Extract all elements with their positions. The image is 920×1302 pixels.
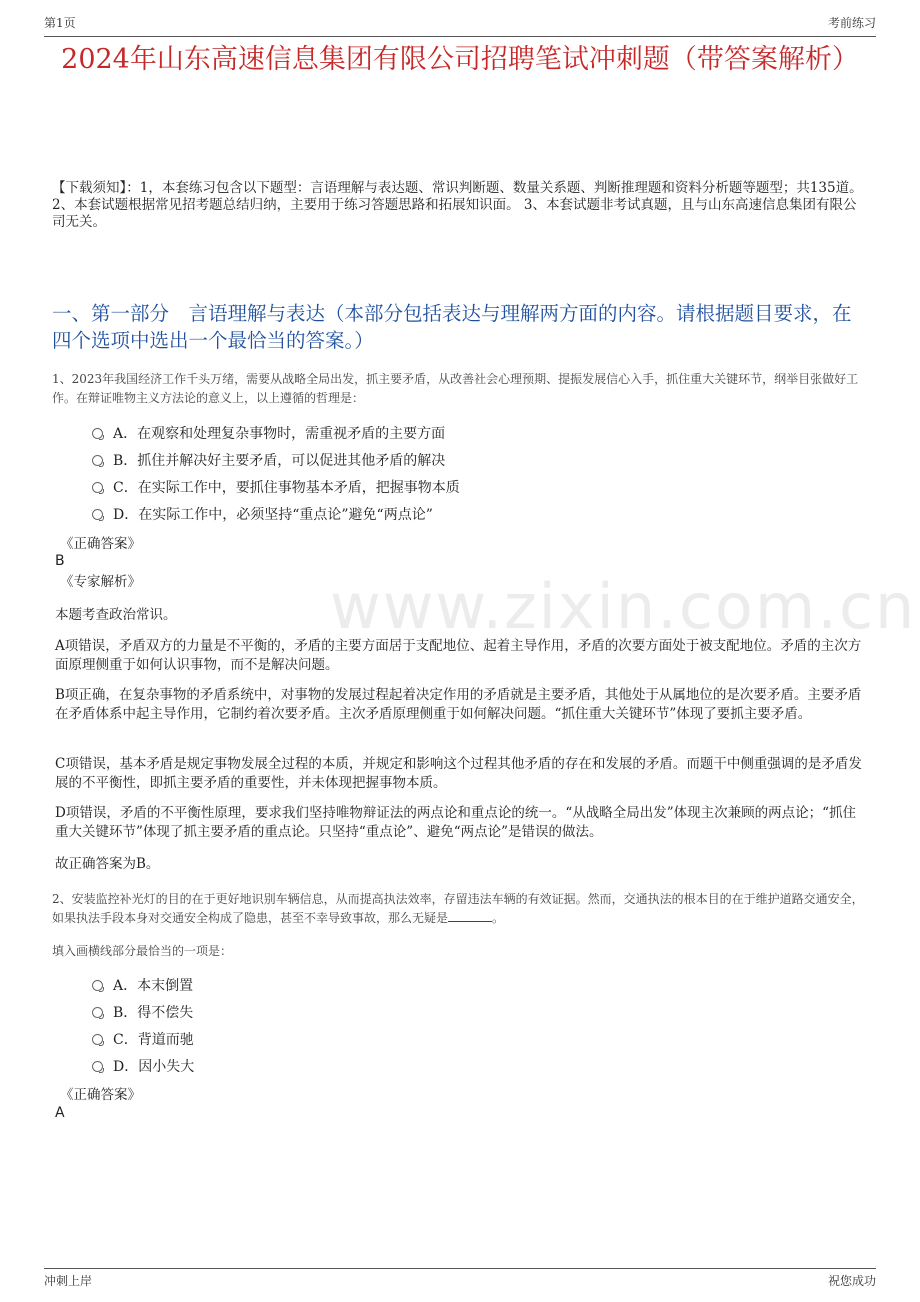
radio-icon[interactable] (92, 482, 103, 493)
question-2-stem (52, 890, 868, 928)
q2-option-b[interactable] (92, 1003, 193, 1023)
q2-option-a[interactable] (92, 976, 193, 996)
page-header (44, 14, 876, 37)
page-number: 第1页 (44, 16, 76, 30)
q2-answer-label: 《正确答案》 (60, 1087, 141, 1103)
radio-icon[interactable] (92, 428, 103, 439)
footer-left: 冲刺上岸 (44, 1274, 93, 1288)
analysis-paragraph: B项正确，在复杂事物的矛盾系统中，对事物的发展过程起着决定作用的矛盾就是主要矛盾，其他处于从属地位的是次要矛盾。主要矛盾在矛盾体系中起主导作用，它制约着次要矛盾。主次矛盾原理侧重于如何解决问题。“抓住重大关键环节”体现了要抓主要矛盾。 (55, 687, 862, 722)
analysis-paragraph: D项错误，矛盾的不平衡性原理，要求我们坚持唯物辩证法的两点论和重点论的统一。“从战略全局出发”体现主次兼顾的两点论；“抓住重大关键环节”体现了抓主要矛盾的重点论。只坚持“重点论”、避免“两点论”是错误的做法。 (55, 805, 857, 840)
question-1-stem: 1、2023年我国经济工作千头万绪，需要从战略全局出发，抓主要矛盾，从改善社会心理预期、提振发展信心入手，抓住重大关键环节，纲举目张做好工作。在辩证唯物主义方法论的意义上，以上遵循的哲理是： (52, 372, 859, 405)
q1-answer-label: 《正确答案》 (60, 536, 141, 552)
q1-answer: B (55, 553, 65, 569)
option-label: D．在实际工作中，必须坚持“重点论”避免“两点论” (113, 507, 433, 523)
q2-answer: A (55, 1105, 65, 1121)
option-label: C．背道而驰 (113, 1032, 194, 1048)
download-notice: 【下载须知】：1，本套练习包含以下题型：言语理解与表达题、常识判断题、数量关系题、判断推理题和资料分析题等题型；共135道。 2、本套试题根据常见招考题总结归纳，主要用于练习答题思路和拓展知识面。 3、本套试题非考试真题，且与山东高速信息集团有限公司无关。 (52, 180, 863, 230)
header-tag: 考前练习 (827, 16, 876, 30)
stem-text: 2、安装监控补光灯的目的在于更好地识别车辆信息，从而提高执法效率，存留违法车辆的有效证据。然而，交通执法的根本目的在于维护道路交通安全，如果执法手段本身对交通安全构成了隐患，甚至不幸导致事故，那么无疑是 (52, 892, 864, 925)
page-footer (44, 1268, 876, 1291)
watermark: www.zixin.com.cn (330, 570, 917, 643)
option-label: B．抓住并解决好主要矛盾，可以促进其他矛盾的解决 (113, 453, 446, 469)
radio-icon[interactable] (92, 509, 103, 520)
option-label: D．因小失大 (113, 1059, 195, 1075)
fill-blank (448, 910, 492, 922)
radio-icon[interactable] (92, 1034, 103, 1045)
radio-icon[interactable] (92, 455, 103, 466)
section-heading: 一、第一部分 言语理解与表达（本部分包括表达与理解两方面的内容。请根据题目要求，在四个选项中选出一个最恰当的答案。） (52, 302, 852, 352)
radio-icon[interactable] (92, 980, 103, 991)
option-label: B．得不偿失 (113, 1005, 194, 1021)
q1-option-c[interactable] (92, 478, 460, 498)
analysis-paragraph: C项错误，基本矛盾是规定事物发展全过程的本质，并规定和影响这个过程其他矛盾的存在和发展的矛盾。而题干中侧重强调的是矛盾发展的不平衡性，即抓主要矛盾的重要性，并未体现把握事物本质。 (55, 756, 862, 791)
stem-end: 。 (492, 911, 505, 925)
q2-option-d[interactable] (92, 1057, 194, 1077)
q1-option-a[interactable] (92, 424, 445, 444)
question-2-prompt: 填入画横线部分最恰当的一项是： (52, 944, 233, 958)
q1-option-d[interactable] (92, 505, 433, 525)
analysis-conclusion: 故正确答案为B。 (55, 856, 160, 872)
footer-right: 祝您成功 (827, 1274, 876, 1288)
radio-icon[interactable] (92, 1061, 103, 1072)
document-title: 2024年山东高速信息集团有限公司招聘笔试冲刺题（带答案解析） (61, 44, 859, 75)
option-label: A．在观察和处理复杂事物时，需重视矛盾的主要方面 (113, 426, 446, 442)
q1-analysis-label: 《专家解析》 (60, 574, 141, 590)
analysis-paragraph: A项错误，矛盾双方的力量是不平衡的，矛盾的主要方面居于支配地位、起着主导作用，矛盾的次要方面处于被支配地位。矛盾的主次方面原理侧重于如何认识事物，而不是解决问题。 (55, 638, 862, 673)
q2-option-c[interactable] (92, 1030, 194, 1050)
option-label: C．在实际工作中，要抓住事物基本矛盾，把握事物本质 (113, 480, 460, 496)
radio-icon[interactable] (92, 1007, 103, 1018)
q1-option-b[interactable] (92, 451, 445, 471)
option-label: A．本末倒置 (113, 978, 194, 994)
analysis-paragraph: 本题考查政治常识。 (55, 607, 177, 623)
